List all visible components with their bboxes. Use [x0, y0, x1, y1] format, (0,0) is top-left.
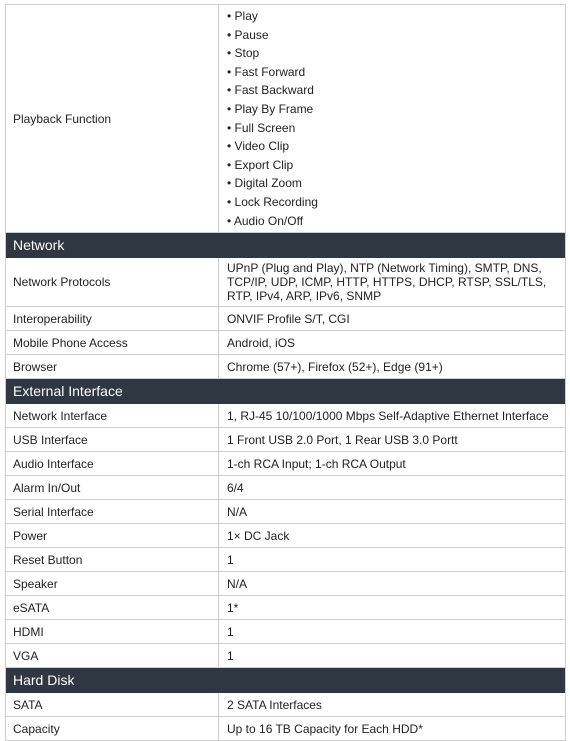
spec-label: USB Interface [6, 428, 219, 451]
section-header-network: Network [6, 233, 565, 258]
section-header-hard-disk: Hard Disk [6, 668, 565, 693]
spec-value: Up to 16 TB Capacity for Each HDD* [227, 721, 423, 736]
list-item: • Play [227, 7, 318, 26]
spec-label: Interoperability [6, 307, 219, 330]
spec-label: Network Protocols [6, 258, 219, 306]
list-item: • Video Clip [227, 137, 318, 156]
spec-value: N/A [227, 576, 248, 591]
spec-table [5, 4, 566, 741]
spec-row [6, 572, 565, 596]
list-item: • Full Screen [227, 119, 318, 138]
spec-row [6, 307, 565, 331]
list-item: • Fast Backward [227, 81, 318, 100]
spec-value: N/A [227, 504, 248, 519]
section-header-external-interface: External Interface [6, 379, 565, 404]
spec-value: UPnP (Plug and Play), NTP (Network Timing), SMTP, DNS, TCP/IP, UDP, ICMP, HTTP, HTTPS, DHCP, RTSP, SSL/TLS, RTP, IPv4, ARP, IPv6, SNMP [227, 261, 547, 303]
spec-row [6, 404, 565, 428]
spec-value: ONVIF Profile S/T, CGI [227, 311, 350, 326]
spec-row [6, 548, 565, 572]
spec-value: Android, iOS [227, 335, 296, 350]
spec-row [6, 644, 565, 668]
spec-value: 1 [227, 552, 234, 567]
spec-value: 2 SATA Interfaces [227, 697, 322, 712]
spec-value: 1 [227, 648, 234, 663]
spec-label: Capacity [6, 717, 219, 740]
spec-value: 6/4 [227, 480, 244, 495]
spec-label: Playback Function [6, 5, 219, 232]
spec-label: Mobile Phone Access [6, 331, 219, 354]
spec-row [6, 355, 565, 379]
spec-label: Browser [6, 355, 219, 378]
spec-label: HDMI [6, 620, 219, 643]
spec-label: SATA [6, 693, 219, 716]
spec-value: 1 [227, 624, 234, 639]
spec-value: Chrome (57+), Firefox (52+), Edge (91+) [227, 359, 443, 374]
spec-label: VGA [6, 644, 219, 667]
spec-label: Speaker [6, 572, 219, 595]
spec-row [6, 428, 565, 452]
spec-row [6, 717, 565, 741]
spec-row [6, 331, 565, 355]
spec-label: Power [6, 524, 219, 547]
spec-row-playback-function [6, 5, 565, 233]
spec-value: 1-ch RCA Input; 1-ch RCA Output [227, 456, 406, 471]
spec-value: 1* [227, 600, 239, 615]
spec-value: 1 Front USB 2.0 Port, 1 Rear USB 3.0 Portt [227, 432, 458, 447]
spec-label: eSATA [6, 596, 219, 619]
spec-label: Network Interface [6, 404, 219, 427]
spec-label: Alarm In/Out [6, 476, 219, 499]
list-item: • Export Clip [227, 156, 318, 175]
spec-row [6, 693, 565, 717]
spec-value: 1, RJ-45 10/100/1000 Mbps Self-Adaptive Ethernet Interface [227, 408, 549, 423]
spec-row [6, 258, 565, 307]
list-item: • Play By Frame [227, 100, 318, 119]
spec-label: Serial Interface [6, 500, 219, 523]
list-item: • Pause [227, 26, 318, 45]
spec-label: Audio Interface [6, 452, 219, 475]
spec-row [6, 476, 565, 500]
playback-feature-list [227, 7, 318, 230]
list-item: • Fast Forward [227, 63, 318, 82]
spec-row [6, 524, 565, 548]
list-item: • Audio On/Off [227, 212, 318, 231]
spec-row [6, 500, 565, 524]
spec-label: Reset Button [6, 548, 219, 571]
spec-row [6, 452, 565, 476]
list-item: • Lock Recording [227, 193, 318, 212]
spec-row [6, 620, 565, 644]
spec-value: 1× DC Jack [227, 528, 290, 543]
spec-row [6, 596, 565, 620]
list-item: • Digital Zoom [227, 174, 318, 193]
spec-value [219, 5, 565, 232]
list-item: • Stop [227, 44, 318, 63]
